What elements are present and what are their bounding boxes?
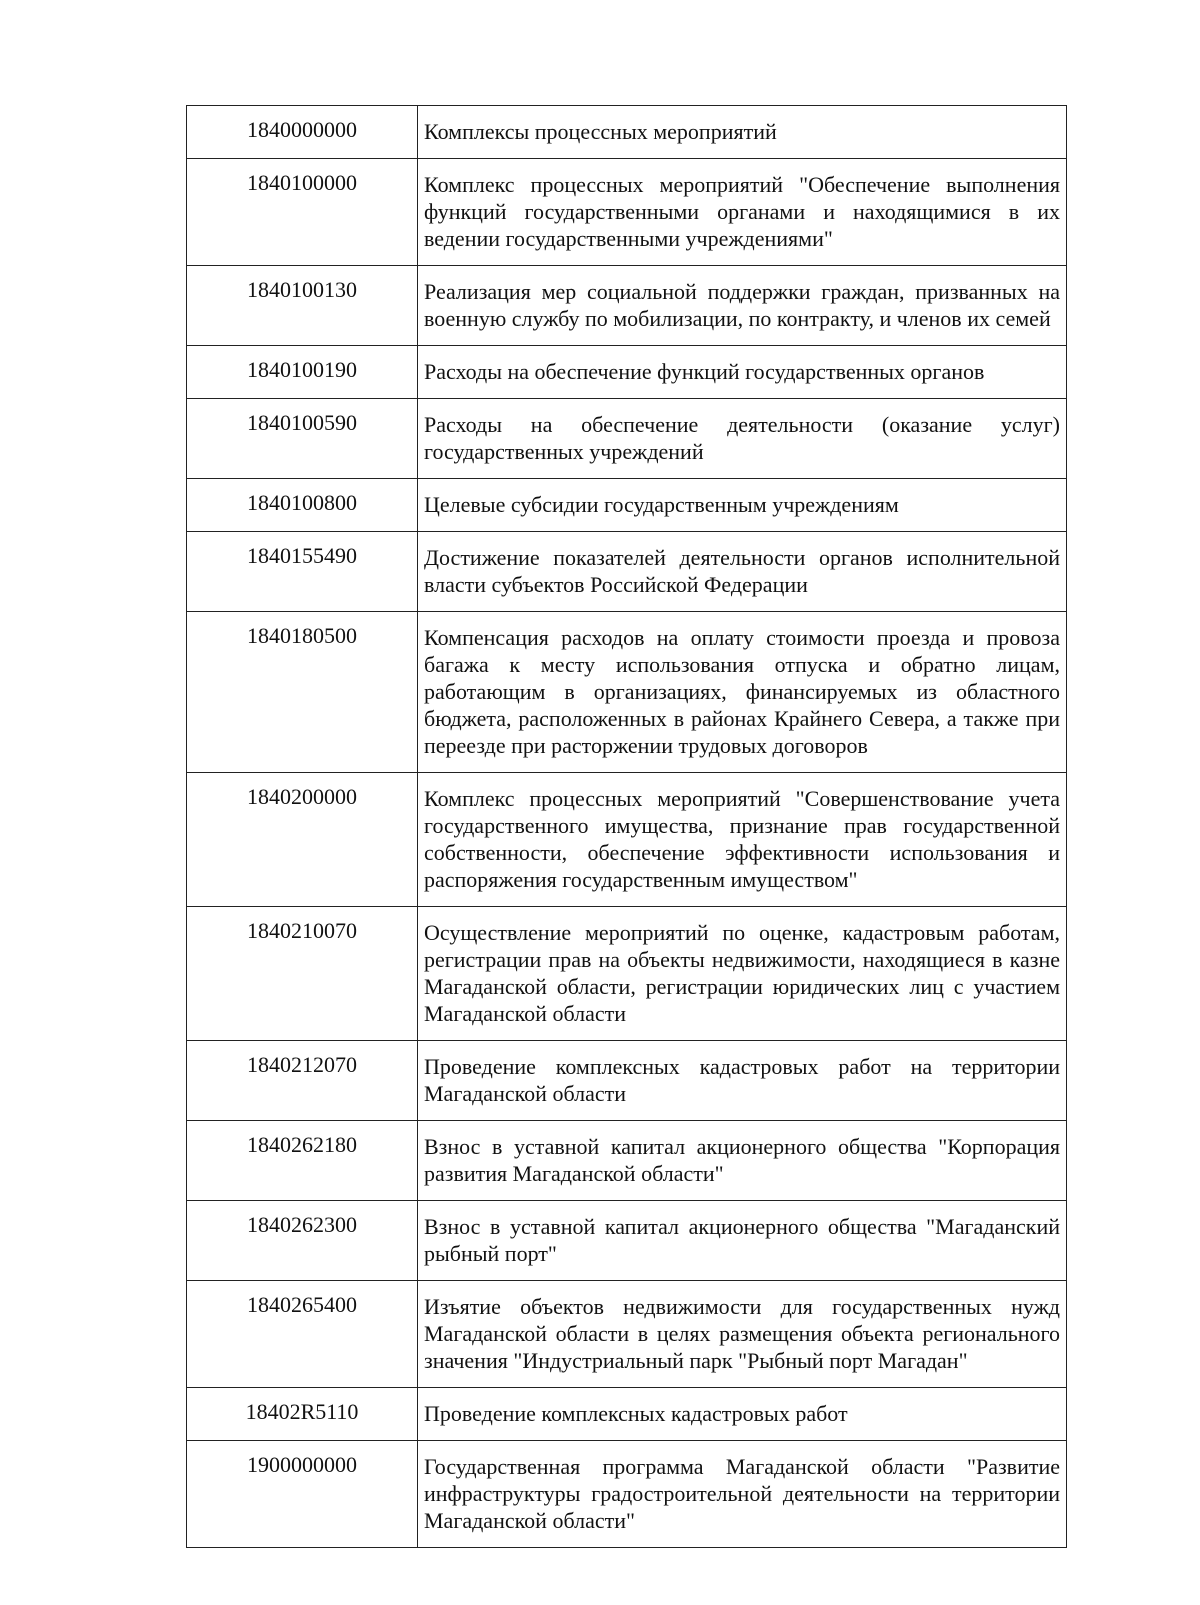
row-description: Изъятие объектов недвижимости для государственных нужд Магаданской области в целях размещения объекта регионального значения "Индустриальный парк "Рыбный порт Магадан" [418, 1281, 1067, 1388]
table-row [187, 159, 1067, 266]
row-code: 1840262300 [187, 1201, 418, 1281]
table-row [187, 1201, 1067, 1281]
row-code: 1840100130 [187, 266, 418, 346]
row-description: Государственная программа Магаданской области "Развитие инфраструктуры градостроительной деятельности на территории Магаданской области" [418, 1441, 1067, 1548]
row-code: 1840000000 [187, 106, 418, 159]
table-row [187, 106, 1067, 159]
table-row [187, 1041, 1067, 1121]
row-code: 1840265400 [187, 1281, 418, 1388]
row-description: Взнос в уставной капитал акционерного общества "Магаданский рыбный порт" [418, 1201, 1067, 1281]
row-code: 1840100190 [187, 346, 418, 399]
row-description: Реализация мер социальной поддержки граждан, призванных на военную службу по мобилизации, по контракту, и членов их семей [418, 266, 1067, 346]
table-row [187, 612, 1067, 773]
row-code: 1840100590 [187, 399, 418, 479]
row-code: 1840212070 [187, 1041, 418, 1121]
row-code: 1840210070 [187, 907, 418, 1041]
row-code: 1840262180 [187, 1121, 418, 1201]
table-row [187, 346, 1067, 399]
row-description: Комплекс процессных мероприятий "Совершенствование учета государственного имущества, признание прав государственной собственности, обеспечение эффективности использования и распоряжения государственным имуществом" [418, 773, 1067, 907]
table-row [187, 479, 1067, 532]
row-code: 1840155490 [187, 532, 418, 612]
budget-code-table [186, 105, 1067, 1548]
table-row [187, 1281, 1067, 1388]
table-row [187, 1441, 1067, 1548]
row-description: Достижение показателей деятельности органов исполнительной власти субъектов Российской Федерации [418, 532, 1067, 612]
row-description: Комплексы процессных мероприятий [418, 106, 1067, 159]
table-row [187, 1388, 1067, 1441]
row-description: Взнос в уставной капитал акционерного общества "Корпорация развития Магаданской области" [418, 1121, 1067, 1201]
row-description: Комплекс процессных мероприятий "Обеспечение выполнения функций государственными органами и находящимися в их ведении государственными учреждениями" [418, 159, 1067, 266]
row-code: 1840100800 [187, 479, 418, 532]
table-row [187, 399, 1067, 479]
row-code: 1900000000 [187, 1441, 418, 1548]
table-row [187, 1121, 1067, 1201]
table-row [187, 532, 1067, 612]
table-row [187, 266, 1067, 346]
row-code: 1840200000 [187, 773, 418, 907]
row-description: Расходы на обеспечение деятельности (оказание услуг) государственных учреждений [418, 399, 1067, 479]
row-description: Осуществление мероприятий по оценке, кадастровым работам, регистрации прав на объекты недвижимости, находящиеся в казне Магаданской области, регистрации юридических лиц с участием Магаданской области [418, 907, 1067, 1041]
row-description: Проведение комплексных кадастровых работ [418, 1388, 1067, 1441]
row-description: Расходы на обеспечение функций государственных органов [418, 346, 1067, 399]
table-row [187, 907, 1067, 1041]
table-row [187, 773, 1067, 907]
row-description: Целевые субсидии государственным учреждениям [418, 479, 1067, 532]
row-code: 1840100000 [187, 159, 418, 266]
row-code: 1840180500 [187, 612, 418, 773]
row-description: Компенсация расходов на оплату стоимости проезда и провоза багажа к месту использования отпуска и обратно лицам, работающим в организациях, финансируемых из областного бюджета, расположенных в районах Крайнего Севера, а также при переезде при расторжении трудовых договоров [418, 612, 1067, 773]
row-description: Проведение комплексных кадастровых работ на территории Магаданской области [418, 1041, 1067, 1121]
row-code: 18402R5110 [187, 1388, 418, 1441]
